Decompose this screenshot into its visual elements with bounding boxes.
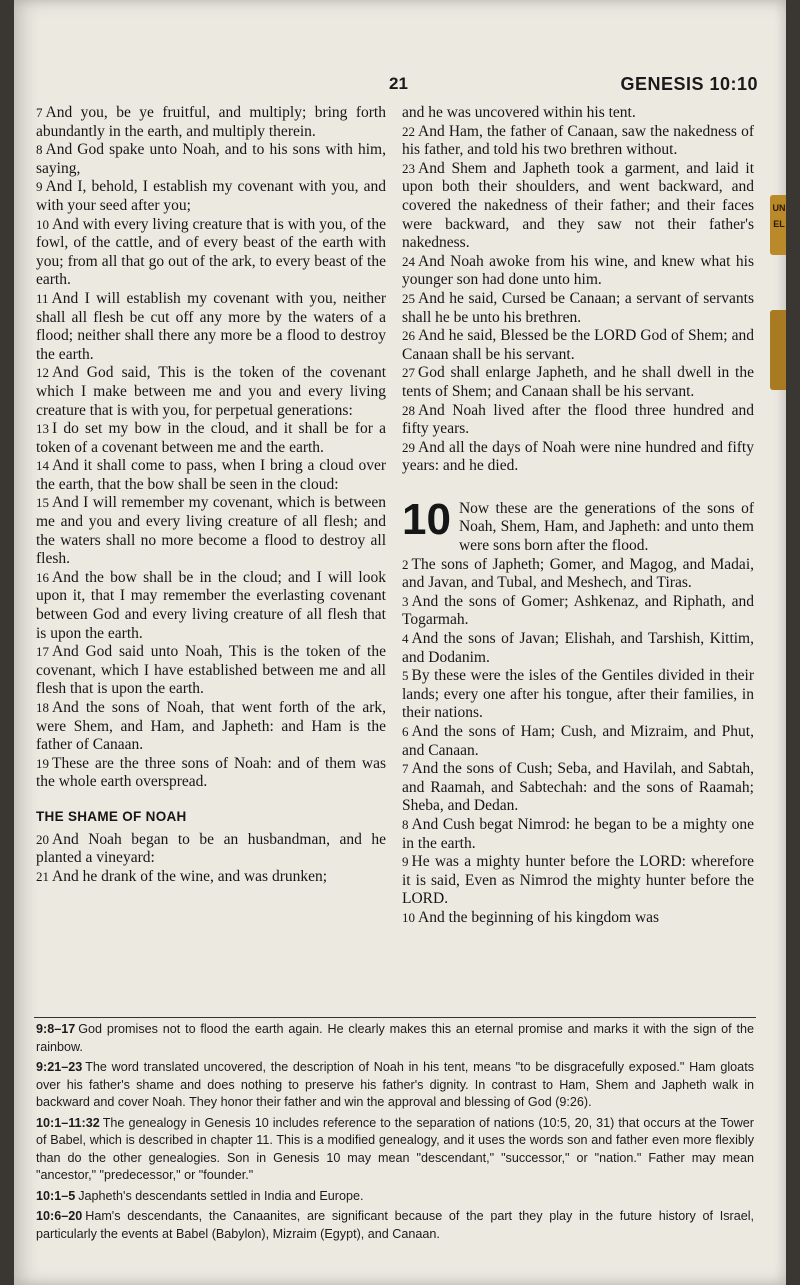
verse xyxy=(402,290,754,327)
verse xyxy=(36,494,386,568)
verse-number: 5 xyxy=(402,668,409,684)
verse-number: 12 xyxy=(36,365,49,381)
verse-number: 17 xyxy=(36,644,49,660)
verse xyxy=(402,556,754,593)
thumb-index-label: UN EL xyxy=(772,203,786,229)
verse-text: The sons of Japheth; Gomer, and Magog, and Madai, and Javan, and Tubal, and Meshech, and Tiras. xyxy=(402,555,754,592)
verse-text: And the bow shall be in the cloud; and I will look upon it, that I may remember the everlasting covenant between God and every living creature of all flesh that is upon the earth. xyxy=(36,568,386,642)
verse-number: 2 xyxy=(402,556,409,572)
note-reference: 10:1–5 xyxy=(36,1188,76,1203)
verse-text: And the sons of Javan; Elishah, and Tarshish, Kittim, and Dodanim. xyxy=(402,630,754,666)
thumb-index-tab-lower[interactable] xyxy=(770,310,786,390)
verse-number: 23 xyxy=(402,160,415,176)
verse-text: And God spake unto Noah, and to his sons with him, saying, xyxy=(36,141,386,177)
page-number: 21 xyxy=(389,74,408,93)
left-text-column xyxy=(36,104,386,886)
note-reference: 9:8–17 xyxy=(36,1022,76,1036)
verse-number: 9 xyxy=(36,179,43,195)
running-head: GENESIS 10:10 xyxy=(620,74,758,94)
verse xyxy=(402,630,754,667)
verse xyxy=(36,831,386,868)
verse-text: And the sons of Gomer; Ashkenaz, and Riphath, and Togarmah. xyxy=(402,592,754,629)
verse-text: And Noah lived after the flood three hundred and fifty years. xyxy=(402,401,754,438)
verse-text: He was a mighty hunter before the LORD: wherefore it is said, Even as Nimrod the mighty hunter before the LORD. xyxy=(402,853,754,908)
study-note xyxy=(36,1208,754,1243)
verse xyxy=(402,123,754,160)
verse-number: 15 xyxy=(36,495,49,511)
verse xyxy=(402,364,754,401)
verse-number: 13 xyxy=(36,421,49,437)
verse xyxy=(402,816,754,853)
study-note xyxy=(36,1059,754,1112)
verse-text: And you, be ye fruitful, and multiply; bring forth abundantly in the earth, and multiply therein. xyxy=(36,104,386,140)
note-text: Japheth's descendants settled in India and Europe. xyxy=(78,1188,364,1203)
verse-text: And it shall come to pass, when I bring a cloud over the earth, that the bow shall be seen in the cloud: xyxy=(36,457,386,493)
page-header xyxy=(34,64,758,94)
verse-text: And with every living creature that is with you, of the fowl, of the cattle, and of every beast of the earth with you; from all that go out of the ark, to every beast of the earth. xyxy=(36,215,386,289)
verse xyxy=(36,755,386,792)
verse-text: And God said, This is the token of the covenant which I make between me and you and every living creature that is with you, for perpetual generations: xyxy=(36,364,386,419)
verse-number: 29 xyxy=(402,439,415,455)
section-heading: THE SHAME OF NOAH xyxy=(36,808,187,824)
verse-number: 25 xyxy=(402,290,415,306)
verse-number: 3 xyxy=(402,593,409,609)
study-note xyxy=(36,1188,754,1206)
verse-text: And he drank of the wine, and was drunken; xyxy=(52,867,328,885)
verse xyxy=(402,402,754,439)
verse-number: 9 xyxy=(402,854,409,870)
verse xyxy=(36,216,386,290)
verse-number: 22 xyxy=(402,123,415,139)
verse-number: 20 xyxy=(36,831,49,847)
note-text: Ham's descendants, the Canaanites, are significant because of the part they play in the future history of Israel, particularly the events at Babel (Babylon), Mizraim (Egypt), and Canaan. xyxy=(36,1209,754,1241)
chapter-number: 10 xyxy=(402,494,451,544)
verse xyxy=(36,569,386,643)
verse xyxy=(36,178,386,215)
verse-number: 11 xyxy=(36,290,49,306)
right-text-column xyxy=(402,104,754,928)
verse xyxy=(402,327,754,364)
verse-number: 7 xyxy=(36,105,43,120)
verse-text: And Noah awoke from his wine, and knew what his younger son had done unto him. xyxy=(402,252,754,289)
verse-text: And he said, Cursed be Canaan; a servant of servants shall he be unto his brethren. xyxy=(402,289,754,326)
verse xyxy=(402,439,754,476)
verse-number: 6 xyxy=(402,724,409,739)
verse xyxy=(402,723,754,760)
verse-number: 21 xyxy=(36,868,49,884)
verse xyxy=(36,364,386,420)
verse-number: 16 xyxy=(36,569,49,585)
verse xyxy=(36,643,386,699)
study-note xyxy=(36,1115,754,1185)
verse-number: 8 xyxy=(36,142,43,158)
verse-text: And the beginning of his kingdom was xyxy=(418,908,660,926)
verse xyxy=(36,868,386,887)
verse xyxy=(402,593,754,630)
verse-text: By these were the isles of the Gentiles divided in their lands; every one after his tongue, after their families, in their nations. xyxy=(402,667,754,722)
verse-number: 18 xyxy=(36,700,49,715)
note-text: The genealogy in Genesis 10 includes reference to the separation of nations (10:5, 20, 31) that occurs at the Tower of Babel, which is described in chapter 11. This is a modified genealogy, and it uses the words son and father even more flexibly than do the other genealogies. Son in Genesis 10 may mean "descendant," "successor," or "nation." Father may mean "ancestor," "predecessor," or "founder." xyxy=(36,1115,754,1182)
verse-list xyxy=(402,104,754,476)
verse xyxy=(402,853,754,909)
verse-number: 24 xyxy=(402,253,415,269)
verse-number: 7 xyxy=(402,761,409,777)
verse-text: I do set my bow in the cloud, and it shall be for a token of a covenant between me and the earth. xyxy=(36,420,386,456)
verse-text: and he was uncovered within his tent. xyxy=(402,104,636,121)
verse-number: 27 xyxy=(402,365,415,381)
notes-divider xyxy=(34,1017,756,1018)
verse xyxy=(36,290,386,364)
verse xyxy=(402,104,754,123)
note-reference: 10:1–11:32 xyxy=(36,1115,100,1130)
verse xyxy=(36,420,386,457)
study-note xyxy=(36,1021,754,1056)
verse xyxy=(402,760,754,816)
verse-text: And I will remember my covenant, which is between me and you and every living creature of all flesh; and the waters shall no more become a flood to destroy all flesh. xyxy=(36,494,386,568)
verse xyxy=(402,909,754,928)
verse-text: And the sons of Cush; Seba, and Havilah, and Sabtah, and Raamah, and Sabtechah: and the sons of Raamah; Sheba, and Dedan. xyxy=(402,760,754,815)
verse xyxy=(402,253,754,290)
note-text: The word translated uncovered, the description of Noah in his tent, means "to be disgracefully exposed." Ham gloats over his father's shame and does nothing to preserve his father's dignity. In contrast to Ham, Shem and Japheth walk in backward and cover Noah. They honor their father and win the approval and blessing of God (9:26). xyxy=(36,1060,754,1109)
verse xyxy=(402,667,754,723)
verse-text: These are the three sons of Noah: and of them was the whole earth overspread. xyxy=(36,754,386,791)
verse-text: And Shem and Japheth took a garment, and laid it upon both their shoulders, and went backward, and covered the nakedness of their father; and their faces were backward, and they saw not their father's nakedness. xyxy=(402,159,754,252)
verse-text: God shall enlarge Japheth, and he shall dwell in the tents of Shem; and Canaan shall be his servant. xyxy=(402,364,754,400)
verse-text: And he said, Blessed be the LORD God of Shem; and Canaan shall be his servant. xyxy=(402,327,754,363)
verse-number: 10 xyxy=(36,216,49,232)
verse-number: 8 xyxy=(402,816,409,832)
verse xyxy=(36,104,386,141)
verse-number: 4 xyxy=(402,631,409,647)
study-notes xyxy=(36,1021,754,1246)
chapter-first-verse: Now these are the generations of the sons of Noah, Shem, Ham, and Japheth: and unto them were sons born after the flood. xyxy=(458,499,754,555)
verse-list xyxy=(36,104,386,792)
verse-text: And Noah began to be an husbandman, and he planted a vineyard: xyxy=(36,830,386,867)
verse-text: And God said unto Noah, This is the token of the covenant, which I have established between me and all flesh that is upon the earth. xyxy=(36,643,386,698)
verse-list xyxy=(402,556,754,928)
verse-number: 10 xyxy=(402,909,415,925)
verse-number: 28 xyxy=(402,402,415,418)
verse xyxy=(36,699,386,755)
note-reference: 10:6–20 xyxy=(36,1209,83,1223)
verse xyxy=(36,141,386,178)
verse-text: And Cush begat Nimrod: he began to be a mighty one in the earth. xyxy=(402,815,754,852)
verse-text: And Ham, the father of Canaan, saw the nakedness of his father, and told his two brethren without. xyxy=(402,122,754,159)
verse-text: And I will establish my covenant with you, neither shall all flesh be cut off any more by the waters of a flood; neither shall there any more be a flood to destroy the earth. xyxy=(36,289,386,363)
verse xyxy=(36,457,386,494)
verse-text: And I, behold, I establish my covenant with you, and with your seed after you; xyxy=(36,178,386,214)
verse-number: 26 xyxy=(402,328,415,344)
verse-text: And the sons of Noah, that went forth of the ark, were Shem, and Ham, and Japheth: and Ham is the father of Canaan. xyxy=(36,699,386,754)
verse-list xyxy=(36,831,386,887)
chapter-opening xyxy=(402,494,754,556)
note-reference: 9:21–23 xyxy=(36,1060,83,1074)
bible-page xyxy=(14,0,786,1285)
verse-number: 19 xyxy=(36,755,49,771)
verse-number: 14 xyxy=(36,458,49,474)
note-text: God promises not to flood the earth again. He clearly makes this an eternal promise and marks it with the sign of the rainbow. xyxy=(36,1022,754,1054)
verse-text: And the sons of Ham; Cush, and Mizraim, and Phut, and Canaan. xyxy=(402,723,754,759)
verse-text: And all the days of Noah were nine hundred and fifty years: and he died. xyxy=(402,438,754,475)
verse xyxy=(402,160,754,253)
